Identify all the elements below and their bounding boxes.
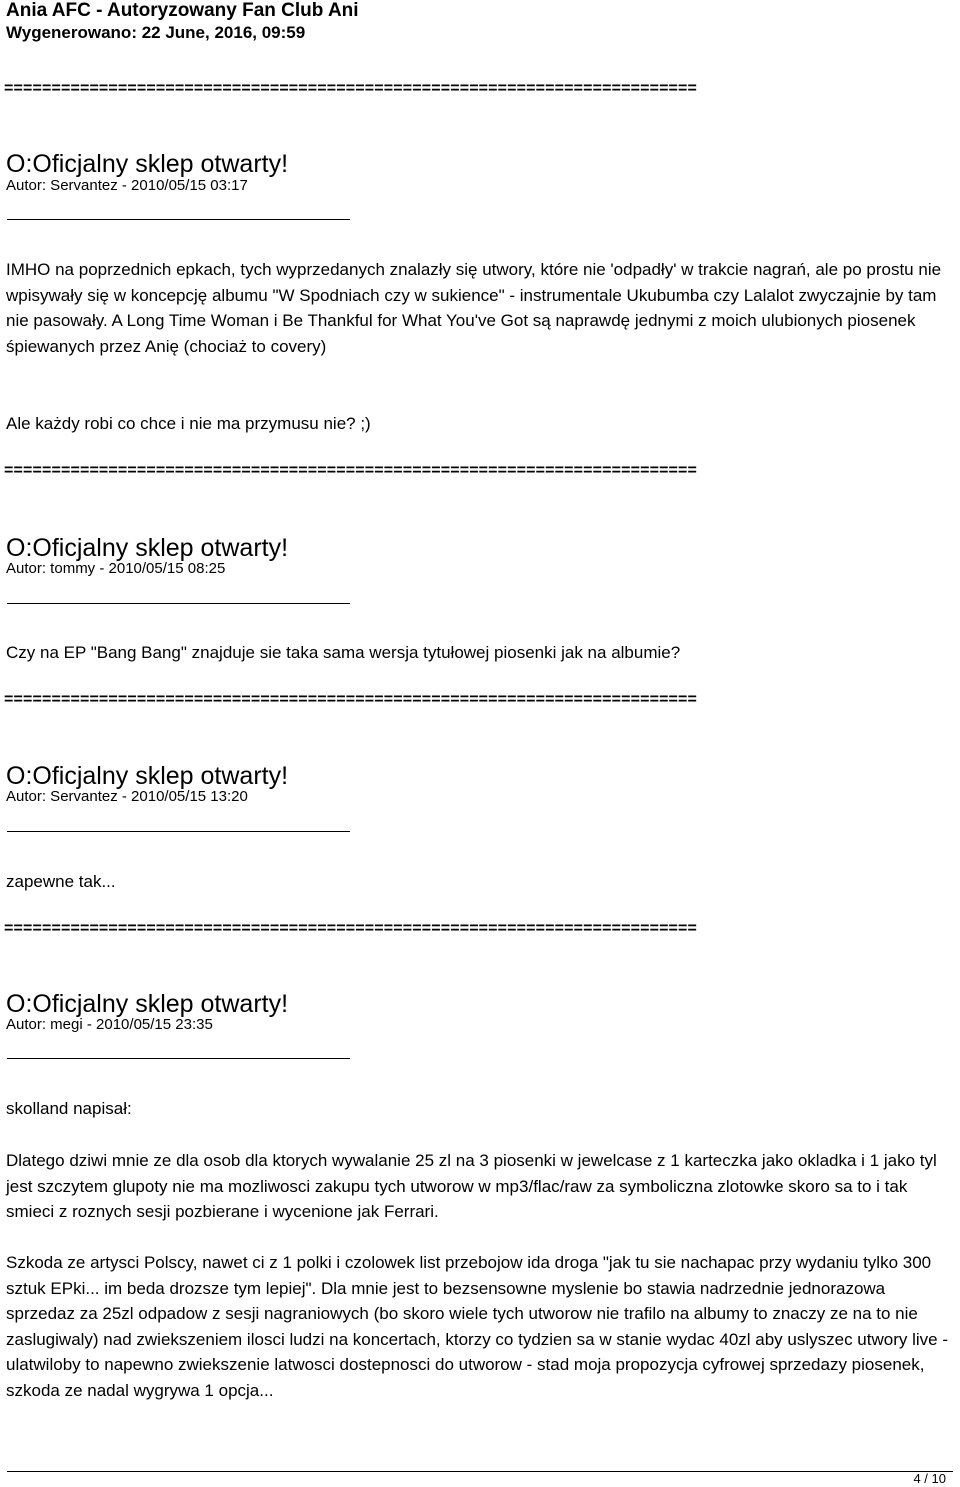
post-body-paragraph: Szkoda ze artysci Polscy, nawet ci z 1 polki i czolowek list przebojow ida droga "jak tu sie nachapac przy wydaniu tylko 300 sztuk EPki... im beda drozsze tym lepiej". Dla mnie jest to bezsensowne myslenie bo stawia nadrzednie jednorazowa sprzedaz za 25zl odpadow z sesji nagraniowych (bo skoro wiele tych utworow nie trafilo na albumy to znaczy ze na to nie zaslugiwaly) nad zwiekszeniem ilosci ludzi na koncertach, ktorzy co tydzien sa w stanie wydac 40zl aby uslyszec utwory live - ulatwiloby to napewno zwiekszenie latwosci dostepnosci do utworow - stad moja propozycja cyfrowej sprzedazy piosenek, szkoda ze nadal wygrywa 1 opcja... [6, 1253, 948, 1400]
post-title: O:Oficjalny sklep otwarty! [6, 150, 289, 178]
post-body-paragraph: Dlatego dziwi mnie ze dla osob dla ktorych wywalanie 25 zl na 3 piosenki w jewelcase z 1 karteczka jako okladka i 1 jako tyl jest szczytem glupoty nie ma mozliwosci zakupu tych utworow w mp3/flac/raw za symboliczna zlotowke skoro sa to i tak smieci z roznych sesji pozbierane i wycenione jak Ferrari. [6, 1151, 937, 1221]
separator: ========================================================================= [4, 691, 698, 708]
page-number: 4 / 10 [913, 1471, 946, 1486]
footer-divider [7, 1471, 953, 1472]
forum-title: Ania AFC - Autoryzowany Fan Club Ani [6, 0, 359, 21]
post-author: Autor: megi - 2010/05/15 23:35 [6, 1016, 213, 1033]
post-title: O:Oficjalny sklep otwarty! [6, 762, 289, 790]
post-body-paragraph: IMHO na poprzednich epkach, tych wyprzedanych znalazły się utwory, które nie 'odpadły' w trakcie nagrań, ale po prostu nie wpisywały się w koncepcję albumu "W Spodniach czy w sukience" - instrumentale Ukubumba czy Lalalot zwyczajnie by tam nie pasowały. A Long Time Woman i Be Thankful for What You've Got są naprawdę jednymi z moich ulubionych piosenek śpiewanych przez Anię (chociaż to covery) [6, 260, 942, 356]
post-title: O:Oficjalny sklep otwarty! [6, 990, 289, 1018]
post-author: Autor: Servantez - 2010/05/15 13:20 [6, 788, 248, 805]
post-title: O:Oficjalny sklep otwarty! [6, 534, 289, 562]
post-body-paragraph: Czy na EP "Bang Bang" znajduje sie taka sama wersja tytułowej piosenki jak na albumie? [6, 643, 681, 662]
separator: ========================================================================= [4, 80, 698, 97]
separator: ========================================================================= [4, 920, 698, 937]
post-body-paragraph: Ale każdy robi co chce i nie ma przymusu nie? ;) [6, 414, 371, 433]
post-divider [7, 831, 350, 832]
post-divider [7, 1058, 350, 1059]
post-divider [7, 603, 350, 604]
generated-date: Wygenerowano: 22 June, 2016, 09:59 [6, 23, 306, 42]
quote-attribution: skolland napisał: [6, 1099, 132, 1118]
post-author: Autor: tommy - 2010/05/15 08:25 [6, 560, 226, 577]
post-author: Autor: Servantez - 2010/05/15 03:17 [6, 177, 248, 194]
separator: ========================================================================= [4, 462, 698, 479]
post-body-paragraph: zapewne tak... [6, 872, 116, 891]
post-divider [7, 219, 350, 220]
